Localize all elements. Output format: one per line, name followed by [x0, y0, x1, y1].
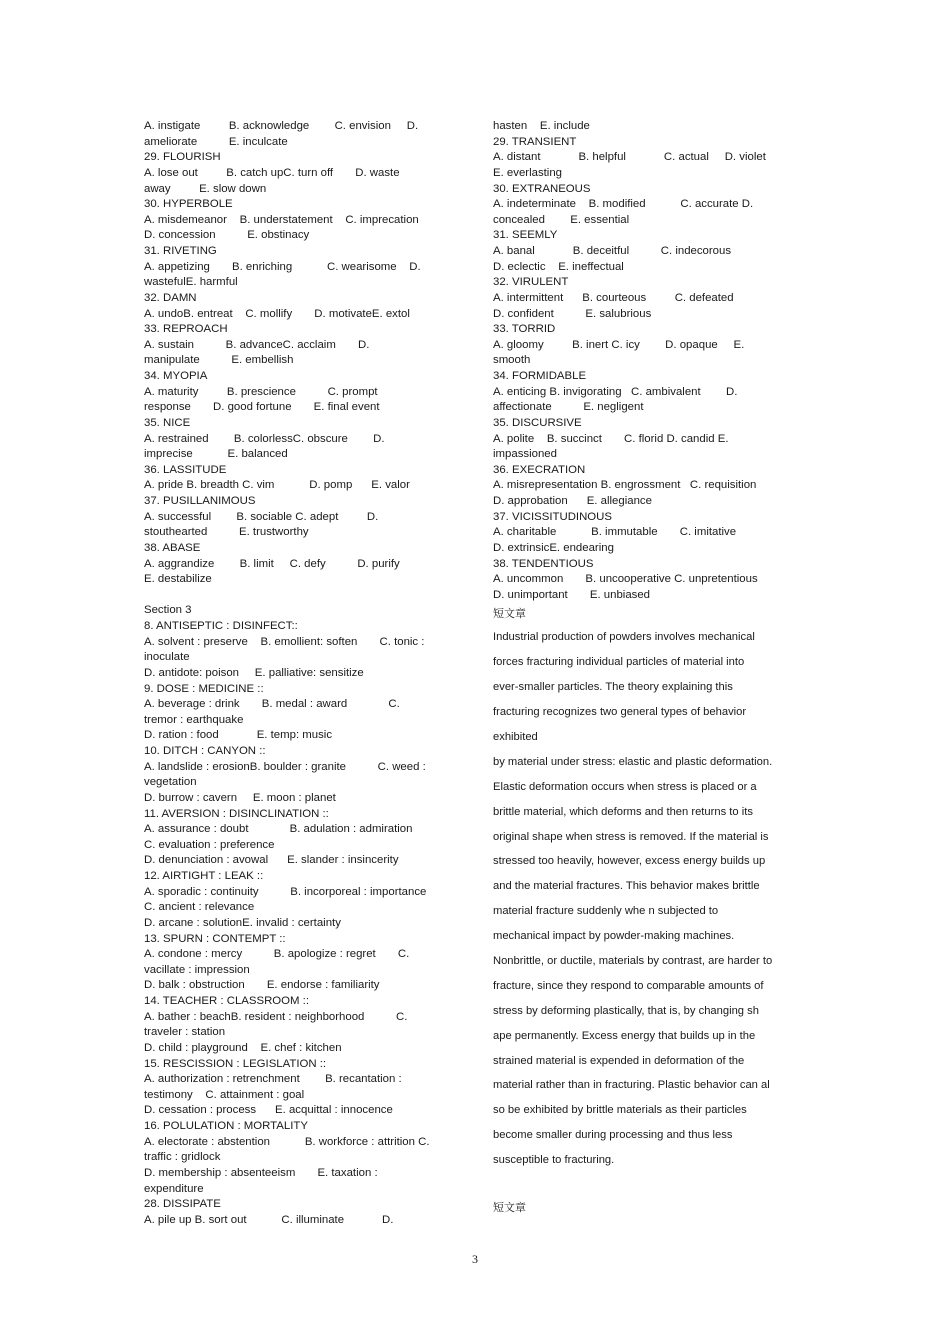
text-line: tremor : earthquake: [144, 713, 244, 726]
reading-passage: [493, 625, 813, 1173]
passage-line: fracture, since they respond to comparable amounts of: [493, 979, 764, 992]
passage-line: susceptible to fracturing.: [493, 1154, 615, 1167]
text-line: 36. EXECRATION: [493, 463, 586, 476]
text-line: 38. ABASE: [144, 541, 201, 554]
text-line: 28. DISSIPATE: [144, 1198, 221, 1211]
right-question-lines: [493, 119, 813, 603]
text-line: concealed E. essential: [493, 213, 630, 226]
text-line: D. ration : food E. temp: music: [144, 729, 333, 742]
text-line: 33. TORRID: [493, 323, 556, 336]
text-line: A. electorate : abstention B. workforce : attrition C.: [144, 1135, 430, 1148]
text-line: 9. DOSE : MEDICINE ::: [144, 682, 264, 695]
text-line: 33. REPROACH: [144, 323, 228, 336]
text-line: A. landslide : erosionB. boulder : granite C. weed :: [144, 760, 426, 773]
text-line: A. condone : mercy B. apologize : regret C.: [144, 948, 410, 961]
text-line: 35. NICE: [144, 416, 191, 429]
text-line: imprecise E. balanced: [144, 448, 288, 461]
passage-heading: 短文章: [493, 607, 526, 621]
text-line: D. burrow : cavern E. moon : planet: [144, 791, 336, 804]
text-line: D. extrinsicE. endearing: [493, 541, 614, 554]
text-line: D. approbation E. allegiance: [493, 495, 652, 507]
text-line: 11. AVERSION : DISINCLINATION ::: [144, 807, 329, 820]
text-line: A. misdemeanor B. understatement C. imprecation: [144, 213, 419, 226]
text-line: A. pile up B. sort out C. illuminate D.: [144, 1213, 394, 1226]
passage-line: forces fracturing individual particles of material into: [493, 656, 745, 669]
text-line: D. eclectic E. ineffectual: [493, 260, 624, 273]
text-line: D. arcane : solutionE. invalid : certainty: [144, 916, 341, 929]
text-line: A. sustain B. advanceC. acclaim D.: [144, 338, 370, 351]
text-line: vegetation: [144, 776, 197, 789]
text-line: D. antidote: poison E. palliative: sensitize: [144, 666, 364, 679]
text-line: A. gloomy B. inert C. icy D. opaque E.: [493, 338, 745, 351]
text-line: ameliorate E. inculcate: [144, 135, 288, 148]
passage-line: material rather than in fracturing. Plastic behavior can al: [493, 1079, 770, 1092]
text-line: A. polite B. succinct C. florid D. candid E.: [493, 432, 729, 445]
passage-line: Elastic deformation occurs when stress is placed or a: [493, 780, 757, 793]
text-line: 16. POLULATION : MORTALITY: [144, 1120, 308, 1132]
text-line: affectionate E. negligent: [493, 401, 644, 414]
text-line: smooth: [493, 354, 531, 367]
page-number: 3: [472, 1252, 478, 1266]
text-line: A. restrained B. colorlessC. obscure D.: [144, 432, 385, 445]
passage-line: brittle material, which deforms and then returns to its: [493, 805, 753, 818]
passage-line: become smaller during processing and thus less: [493, 1129, 733, 1142]
passage-line: mechanical impact by powder-making machines.: [493, 930, 735, 943]
text-line: A. successful B. sociable C. adept D.: [144, 510, 379, 523]
text-line: A. authorization : retrenchment B. recantation :: [144, 1073, 402, 1086]
text-line: 36. LASSITUDE: [144, 463, 227, 476]
text-line: away E. slow down: [144, 182, 267, 195]
text-line: 30. EXTRANEOUS: [493, 182, 591, 195]
text-line: D. unimportant E. unbiased: [493, 588, 651, 601]
text-line: hasten E. include: [493, 120, 590, 132]
text-line: A. appetizing B. enriching C. wearisome D.: [144, 260, 421, 273]
text-line: testimony C. attainment : goal: [144, 1088, 305, 1101]
text-line: traffic : gridlock: [144, 1151, 221, 1164]
text-line: D. child : playground E. chef : kitchen: [144, 1041, 342, 1054]
passage-line: ever-smaller particles. The theory explaining this: [493, 681, 733, 694]
text-line: Section 3: [144, 604, 192, 617]
text-line: D. confident E. salubrious: [493, 307, 652, 320]
text-line: A. uncommon B. uncooperative C. unpretentious: [493, 573, 758, 586]
passage-line: fracturing recognizes two general types of behavior: [493, 706, 747, 719]
text-line: 37. PUSILLANIMOUS: [144, 495, 256, 507]
text-line: A. solvent : preserve B. emollient: soften C. tonic :: [144, 635, 425, 648]
passage-line: strained material is expended in deformation of the: [493, 1054, 745, 1067]
passage-line: stress by deforming plastically, that is, by changing sh: [493, 1004, 759, 1017]
text-line: 31. SEEMLY: [493, 229, 558, 242]
text-line: D. denunciation : avowal E. slander : insincerity: [144, 854, 399, 867]
blank-line: [144, 588, 466, 604]
text-line: 10. DITCH : CANYON ::: [144, 745, 266, 757]
text-line: 31. RIVETING: [144, 245, 217, 257]
text-line: A. distant B. helpful C. actual D. violet: [493, 151, 766, 164]
text-line: 29. FLOURISH: [144, 151, 221, 164]
text-line: A. banal B. deceitful C. indecorous: [493, 245, 732, 257]
left-column: [144, 119, 466, 1228]
text-line: C. ancient : relevance: [144, 901, 255, 914]
text-line: 38. TENDENTIOUS: [493, 557, 594, 570]
text-line: 14. TEACHER : CLASSROOM ::: [144, 995, 309, 1007]
passage-line: and the material fractures. This behavior makes brittle: [493, 880, 760, 893]
text-line: 8. ANTISEPTIC : DISINFECT::: [144, 620, 298, 632]
passage-line: material fracture suddenly whe n subjected to: [493, 905, 719, 918]
text-line: C. evaluation : preference: [144, 838, 275, 851]
text-line: traveler : station: [144, 1026, 226, 1039]
text-line: manipulate E. embellish: [144, 354, 294, 367]
passage-line: Nonbrittle, or ductile, materials by contrast, are harder to: [493, 954, 773, 967]
text-line: 32. DAMN: [144, 291, 197, 304]
text-line: A. undoB. entreat C. mollify D. motivateE. extol: [144, 307, 410, 320]
right-column: [493, 119, 813, 1219]
text-line: wastefulE. harmful: [144, 276, 238, 289]
text-line: 37. VICISSITUDINOUS: [493, 510, 612, 523]
text-line: A. assurance : doubt B. adulation : admiration: [144, 823, 413, 836]
text-line: A. instigate B. acknowledge C. envision D.: [144, 120, 419, 132]
text-line: impassioned: [493, 448, 557, 461]
text-line: A. intermittent B. courteous C. defeated: [493, 291, 734, 304]
text-line: A. charitable B. immutable C. imitative: [493, 526, 737, 539]
passage-line: ape permanently. Excess energy that builds up in the: [493, 1029, 756, 1042]
text-line: D. membership : absenteeism E. taxation :: [144, 1166, 378, 1179]
text-line: 29. TRANSIENT: [493, 135, 577, 148]
text-line: A. enticing B. invigorating C. ambivalent D.: [493, 385, 738, 398]
text-line: 34. FORMIDABLE: [493, 370, 587, 382]
text-line: D. balk : obstruction E. endorse : familiarity: [144, 979, 380, 992]
text-line: 32. VIRULENT: [493, 276, 569, 289]
text-line: 13. SPURN : CONTEMPT ::: [144, 932, 286, 945]
passage-line: by material under stress: elastic and plastic deformation.: [493, 755, 773, 768]
text-line: 30. HYPERBOLE: [144, 198, 233, 211]
text-line: expenditure: [144, 1182, 204, 1195]
text-line: E. everlasting: [493, 166, 563, 179]
text-line: 15. RESCISSION : LEGISLATION ::: [144, 1057, 327, 1070]
text-line: E. destabilize: [144, 573, 212, 586]
text-line: A. lose out B. catch upC. turn off D. waste: [144, 166, 400, 179]
passage-line: exhibited: [493, 730, 538, 743]
text-line: A. maturity B. prescience C. prompt: [144, 385, 378, 398]
text-line: A. indeterminate B. modified C. accurate D.: [493, 198, 754, 211]
text-line: inoculate: [144, 651, 190, 664]
text-line: A. misrepresentation B. engrossment C. requisition: [493, 479, 757, 492]
passage-heading-second: 短文章: [493, 1200, 526, 1214]
text-line: response D. good fortune E. final event: [144, 401, 380, 414]
text-line: A. beverage : drink B. medal : award C.: [144, 698, 400, 711]
text-line: stouthearted E. trustworthy: [144, 526, 309, 539]
text-line: D. cessation : process E. acquittal : innocence: [144, 1104, 393, 1117]
passage-line: stressed too heavily, however, excess energy builds up: [493, 855, 766, 868]
passage-line: original shape when stress is removed. If the material is: [493, 830, 769, 843]
text-line: D. concession E. obstinacy: [144, 229, 310, 242]
text-line: A. aggrandize B. limit C. defy D. purify: [144, 557, 400, 570]
text-line: A. bather : beachB. resident : neighborhood C.: [144, 1010, 408, 1023]
passage-line: Industrial production of powders involves mechanical: [493, 631, 755, 644]
text-line: A. sporadic : continuity B. incorporeal : importance: [144, 885, 427, 898]
text-line: vacillate : impression: [144, 963, 250, 976]
text-line: A. pride B. breadth C. vim D. pomp E. valor: [144, 479, 410, 492]
text-line: 12. AIRTIGHT : LEAK ::: [144, 870, 264, 882]
text-line: 35. DISCURSIVE: [493, 416, 582, 429]
passage-line: so be exhibited by brittle materials as their particles: [493, 1104, 747, 1117]
text-line: 34. MYOPIA: [144, 370, 208, 382]
